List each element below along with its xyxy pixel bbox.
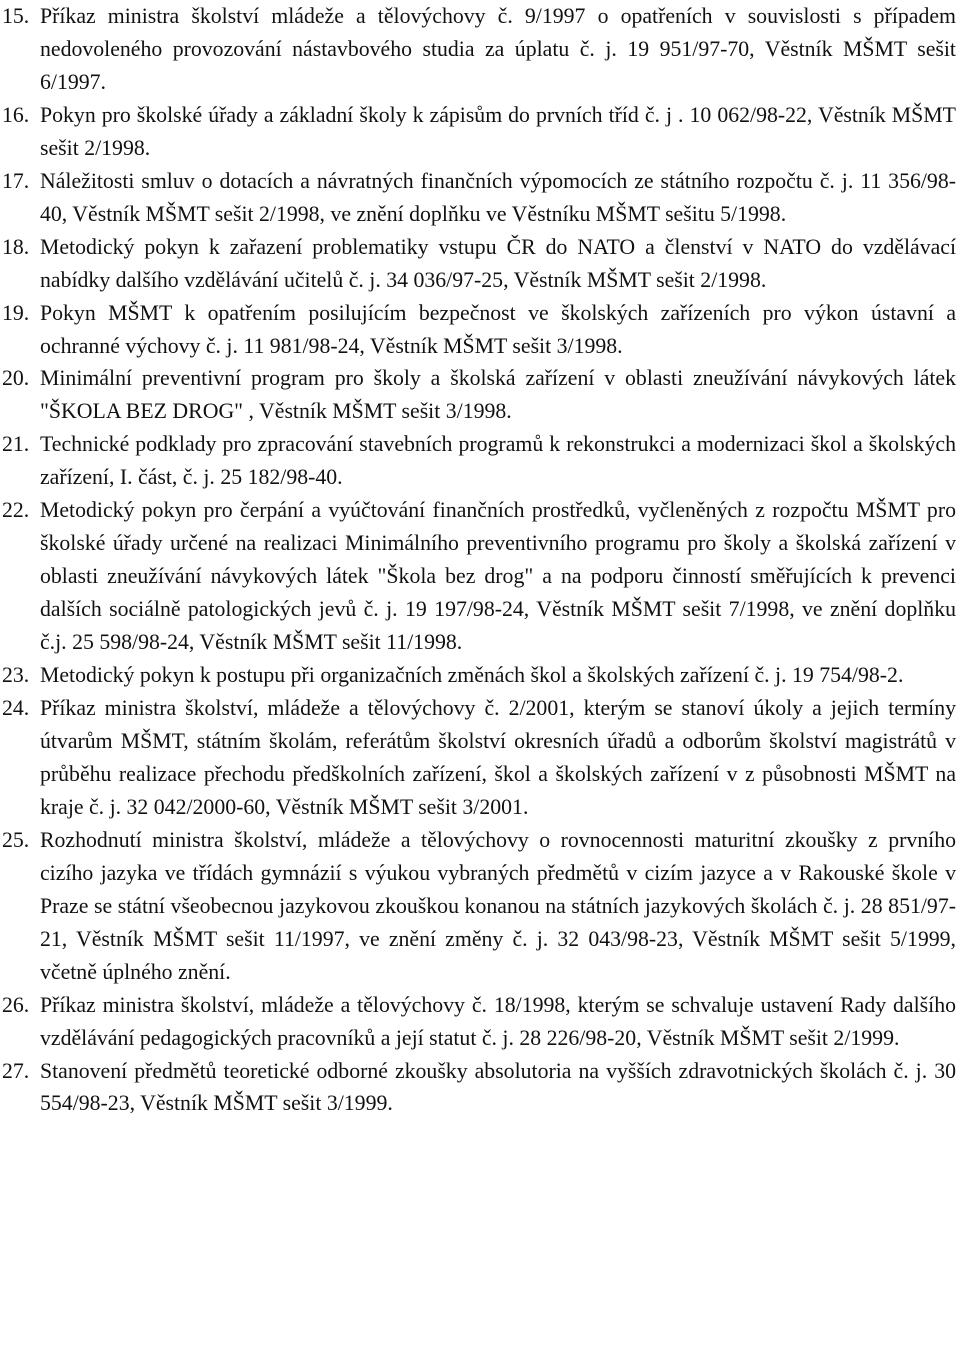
item-text: Rozhodnutí ministra školství, mládeže a tělovýchovy o rovnocennosti maturitní zkoušky z prvního cizího jazyka ve třídách gymnázií s výukou vybraných předmětů v cizím jazyce a v Rakouské škole v Praze se státní všeobecnou jazykovou zkouškou konanou na státních jazykových školách č. j. 28 851/97-21, Věstník MŠMT sešit 11/1997, ve znění změny č. j. 32 043/98-23, Věstník MŠMT sešit 5/1999, včetně úplného znění.	[40, 827, 956, 984]
list-item-15	[2, 0, 956, 99]
list-item-21	[2, 428, 956, 494]
item-number: 17.	[2, 168, 30, 193]
item-number: 20.	[2, 366, 30, 391]
list-item-25	[2, 824, 956, 989]
list-item-16	[2, 99, 956, 165]
item-text: Pokyn MŠMT k opatřením posilujícím bezpečnost ve školských zařízeních pro výkon ústavní a ochranné výchovy č. j. 11 981/98-24, Věstník MŠMT sešit 3/1998.	[40, 300, 956, 358]
item-number: 15.	[2, 4, 30, 28]
list-item-26	[2, 989, 956, 1055]
item-number: 24.	[2, 696, 30, 721]
item-number: 19.	[2, 300, 30, 325]
item-text: Technické podklady pro zpracování stavebních programů k rekonstrukci a modernizaci škol a školských zařízení, I. část, č. j. 25 182/98-40.	[40, 432, 956, 490]
item-text: Minimální preventivní program pro školy a školská zařízení v oblasti zneužívání návykových látek "ŠKOLA BEZ DROG" , Věstník MŠMT sešit 3/1998.	[40, 366, 956, 424]
item-text: Stanovení předmětů teoretické odborné zkoušky absolutoria na vyšších zdravotnických školách č. j. 30 554/98-23, Věstník MŠMT sešit 3/1999.	[40, 1058, 956, 1116]
list-item-17	[2, 165, 956, 231]
list-item-19	[2, 297, 956, 363]
item-text: Příkaz ministra školství mládeže a tělovýchovy č. 9/1997 o opatřeních v souvislosti s případem nedovoleného provozování nástavbového studia za úplatu č. j. 19 951/97-70, Věstník MŠMT sešit 6/1997.	[40, 4, 956, 94]
item-text: Příkaz ministra školství, mládeže a tělovýchovy č. 2/2001, kterým se stanoví úkoly a jejich termíny útvarům MŠMT, státním školám, referátům školství okresních úřadů a odborům školství magistrátů v průběhu realizace přechodu předškolních zařízení, škol a školských zařízení v z působnosti MŠMT na kraje č. j. 32 042/2000-60, Věstník MŠMT sešit 3/2001.	[40, 696, 956, 819]
list-item-20	[2, 362, 956, 428]
list-item-24	[2, 692, 956, 824]
list-item-22	[2, 494, 956, 659]
item-number: 21.	[2, 432, 30, 457]
item-number: 22.	[2, 498, 30, 523]
regulation-list	[2, 0, 956, 1120]
list-item-18	[2, 231, 956, 297]
item-number: 23.	[2, 663, 30, 688]
item-number: 26.	[2, 992, 30, 1017]
list-item-27	[2, 1055, 956, 1121]
item-text: Metodický pokyn k postupu při organizačních změnách škol a školských zařízení č. j. 19 754/98-2.	[40, 663, 904, 688]
item-text: Náležitosti smluv o dotacích a návratných finančních výpomocích ze státního rozpočtu č. j. 11 356/98-40, Věstník MŠMT sešit 2/1998, ve znění doplňku ve Věstníku MŠMT sešitu 5/1998.	[40, 168, 956, 226]
item-number: 16.	[2, 102, 30, 127]
item-number: 25.	[2, 827, 30, 852]
item-text: Metodický pokyn pro čerpání a vyúčtování finančních prostředků, vyčleněných z rozpočtu MŠMT pro školské úřady určené na realizaci Minimálního preventivního programu pro školy a školská zařízení v oblasti zneužívání návykových látek "Škola bez drog" a na podporu činností směřujících k prevenci dalších sociálně patologických jevů č. j. 19 197/98-24, Věstník MŠMT sešit 7/1998, ve znění doplňku č.j. 25 598/98-24, Věstník MŠMT sešit 11/1998.	[40, 498, 956, 655]
list-item-23	[2, 659, 956, 692]
item-text: Příkaz ministra školství, mládeže a tělovýchovy č. 18/1998, kterým se schvaluje ustavení Rady dalšího vzdělávání pedagogických pracovníků a její statut č. j. 28 226/98-20, Věstník MŠMT sešit 2/1999.	[40, 992, 956, 1050]
item-text: Pokyn pro školské úřady a základní školy k zápisům do prvních tříd č. j . 10 062/98-22, Věstník MŠMT sešit 2/1998.	[40, 102, 956, 160]
item-number: 27.	[2, 1058, 30, 1083]
item-text: Metodický pokyn k zařazení problematiky vstupu ČR do NATO a členství v NATO do vzdělávací nabídky dalšího vzdělávání učitelů č. j. 34 036/97-25, Věstník MŠMT sešit 2/1998.	[40, 234, 956, 292]
item-number: 18.	[2, 234, 30, 259]
